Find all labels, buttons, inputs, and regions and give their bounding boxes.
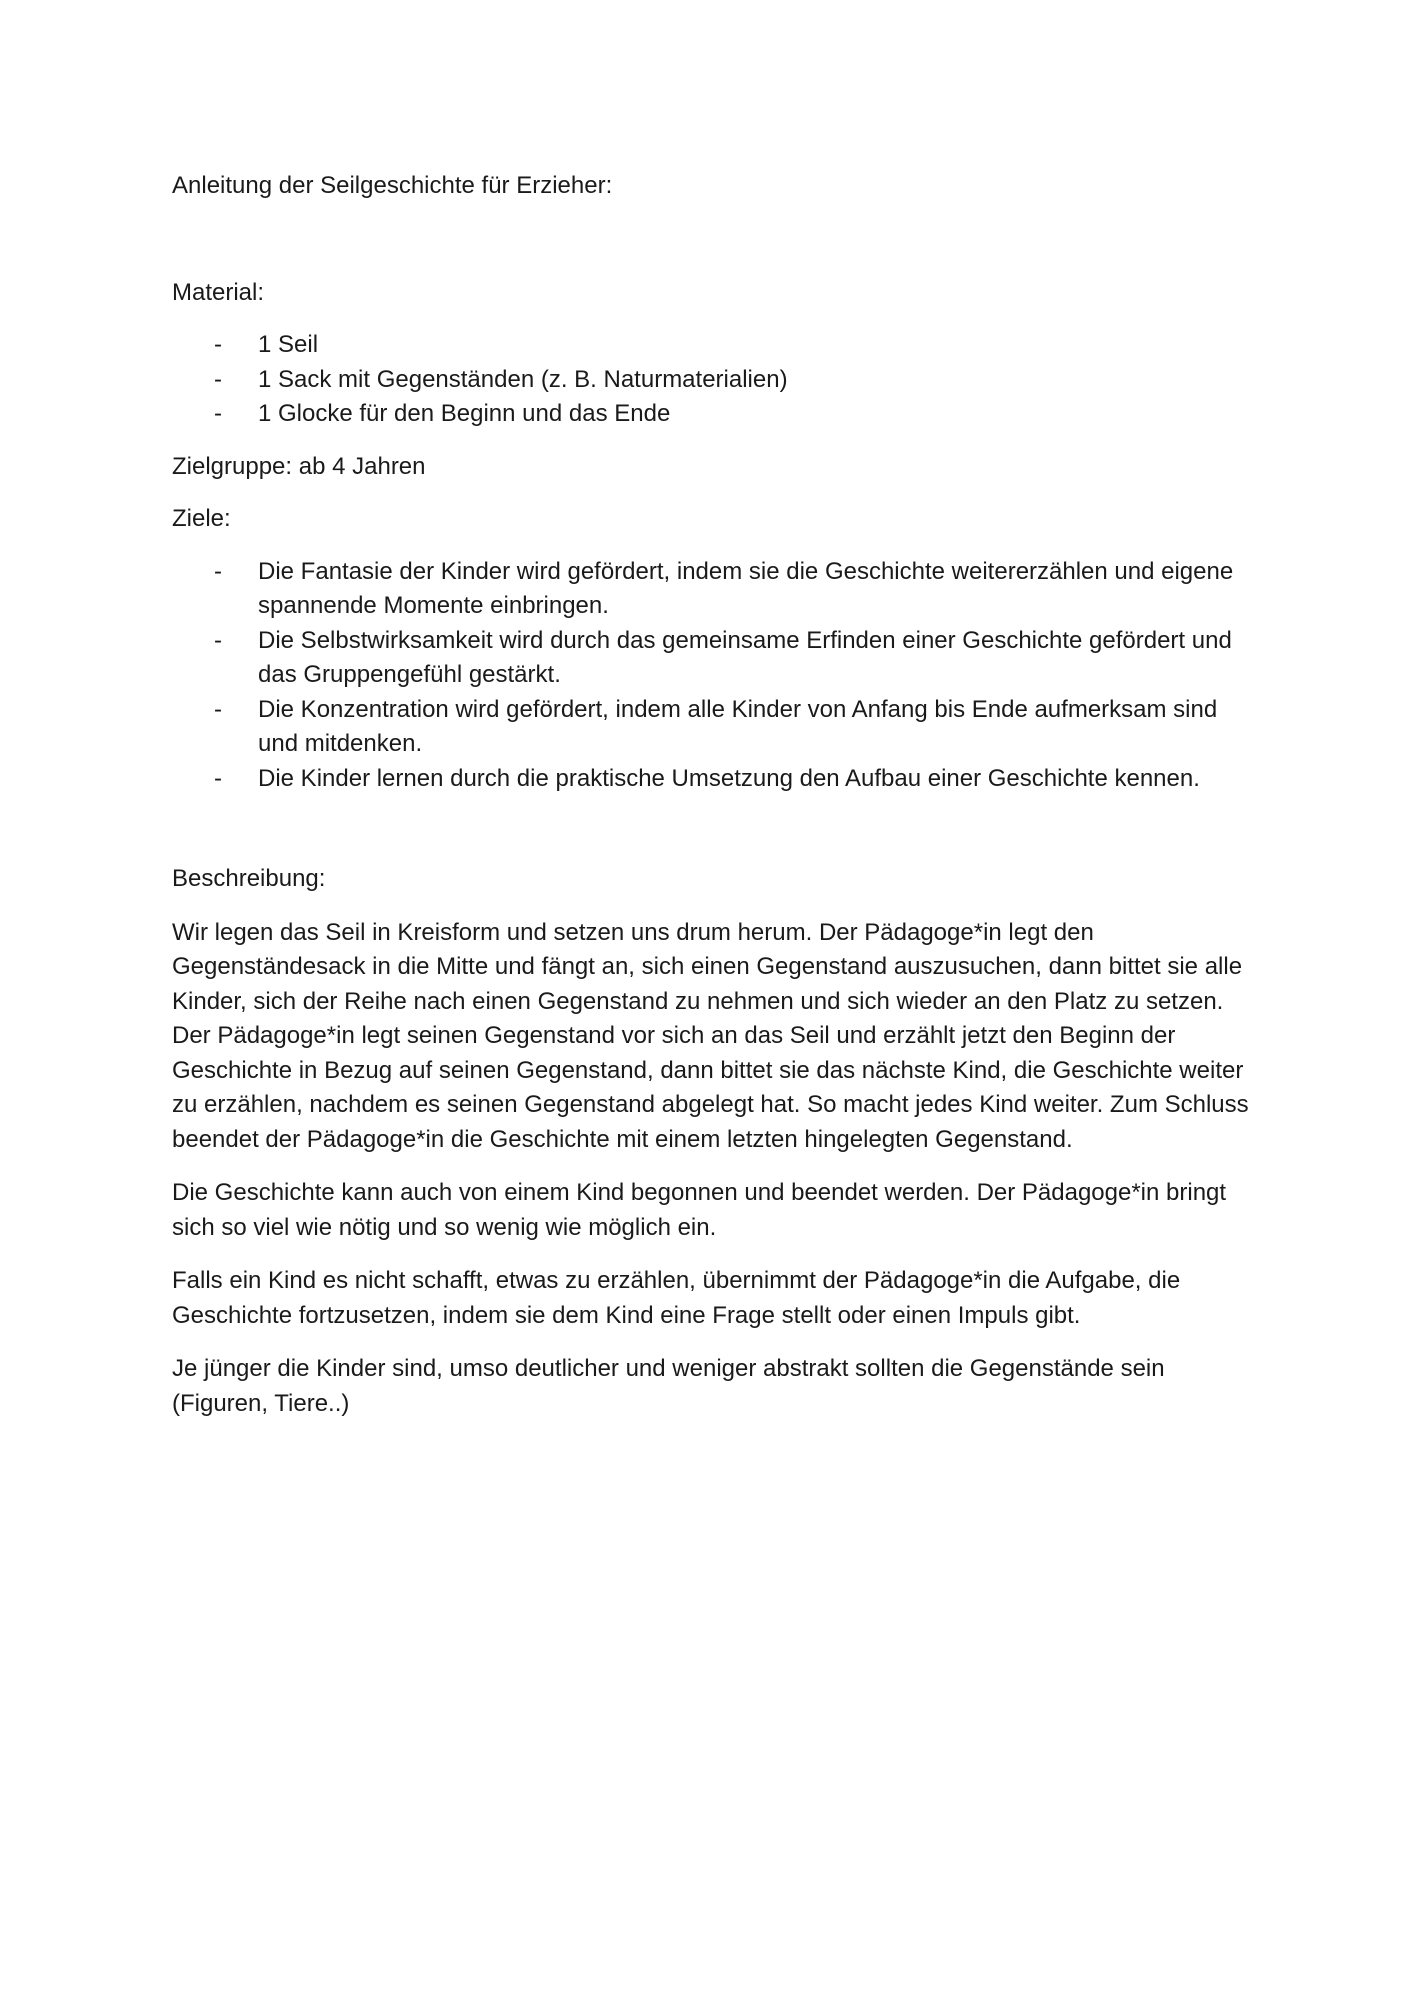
list-item [172, 555, 1252, 624]
dash-bullet: - [214, 626, 222, 654]
beschreibung-paragraph: Die Geschichte kann auch von einem Kind begonnen und beendet werden. Der Pädagoge*in bringt sich so viel wie nötig und so wenig wie möglich ein. [172, 1179, 1227, 1241]
beschreibung-heading: Beschreibung: [172, 865, 326, 892]
dash-bullet: - [214, 400, 222, 427]
document-content [172, 169, 1252, 1421]
beschreibung-paragraph: Wir legen das Seil in Kreisform und setzen uns drum herum. Der Pädagoge*in legt den Gegenständesack in die Mitte und fängt an, sich einen Gegenstand auszusuchen, dann bittet sie alle Kinder, sich der Reihe nach einen Gegenstand zu nehmen und sich wieder an den Platz zu setzen. Der Pädagoge*in legt seinen Gegenstand vor sich an das Seil und erzählt jetzt den Beginn der Geschichte in Bezug auf seinen Gegenstand, dann bittet sie das nächste Kind, die Geschichte weiter zu erzählen, nachdem es seinen Gegenstand abgelegt hat. So macht jedes Kind weiter. Zum Schluss beendet der Pädagoge*in die Geschichte mit einem letzten hingelegten Gegenstand. [172, 918, 1249, 1153]
list-item [172, 762, 1252, 797]
list-item [172, 328, 1252, 363]
ziel-item: Die Konzentration wird gefördert, indem alle Kinder von Anfang bis Ende aufmerksam sind und mitdenken. [258, 695, 1218, 757]
dash-bullet: - [214, 695, 222, 723]
ziele-list [172, 555, 1252, 797]
list-item [172, 693, 1252, 762]
dash-bullet: - [214, 365, 222, 393]
ziele-heading: Ziele: [172, 505, 231, 532]
dash-bullet: - [214, 331, 222, 358]
material-item: 1 Seil [258, 331, 319, 358]
zielgruppe-text: Zielgruppe: ab 4 Jahren [172, 452, 426, 480]
list-item [172, 397, 1252, 432]
document-title: Anleitung der Seilgeschichte für Erzieher: [172, 172, 613, 199]
material-heading: Material: [172, 278, 265, 306]
beschreibung-paragraph: Je jünger die Kinder sind, umso deutlicher und weniger abstrakt sollten die Gegenstände sein (Figuren, Tiere..) [172, 1355, 1165, 1417]
ziel-item: Die Selbstwirksamkeit wird durch das gemeinsame Erfinden einer Geschichte gefördert und das Gruppengefühl gestärkt. [258, 626, 1232, 688]
material-item: 1 Sack mit Gegenständen (z. B. Naturmaterialien) [258, 365, 788, 393]
material-list [172, 328, 1252, 432]
list-item [172, 624, 1252, 693]
ziel-item: Die Kinder lernen durch die praktische Umsetzung den Aufbau einer Geschichte kennen. [258, 764, 1200, 792]
dash-bullet: - [214, 764, 222, 792]
material-item: 1 Glocke für den Beginn und das Ende [258, 400, 671, 427]
dash-bullet: - [214, 557, 222, 585]
ziel-item: Die Fantasie der Kinder wird gefördert, indem sie die Geschichte weitererzählen und eigene spannende Momente einbringen. [258, 557, 1234, 619]
beschreibung-paragraph: Falls ein Kind es nicht schafft, etwas zu erzählen, übernimmt der Pädagoge*in die Aufgabe, die Geschichte fortzusetzen, indem sie dem Kind eine Frage stellt oder einen Impuls gibt. [172, 1267, 1181, 1329]
list-item [172, 363, 1252, 398]
